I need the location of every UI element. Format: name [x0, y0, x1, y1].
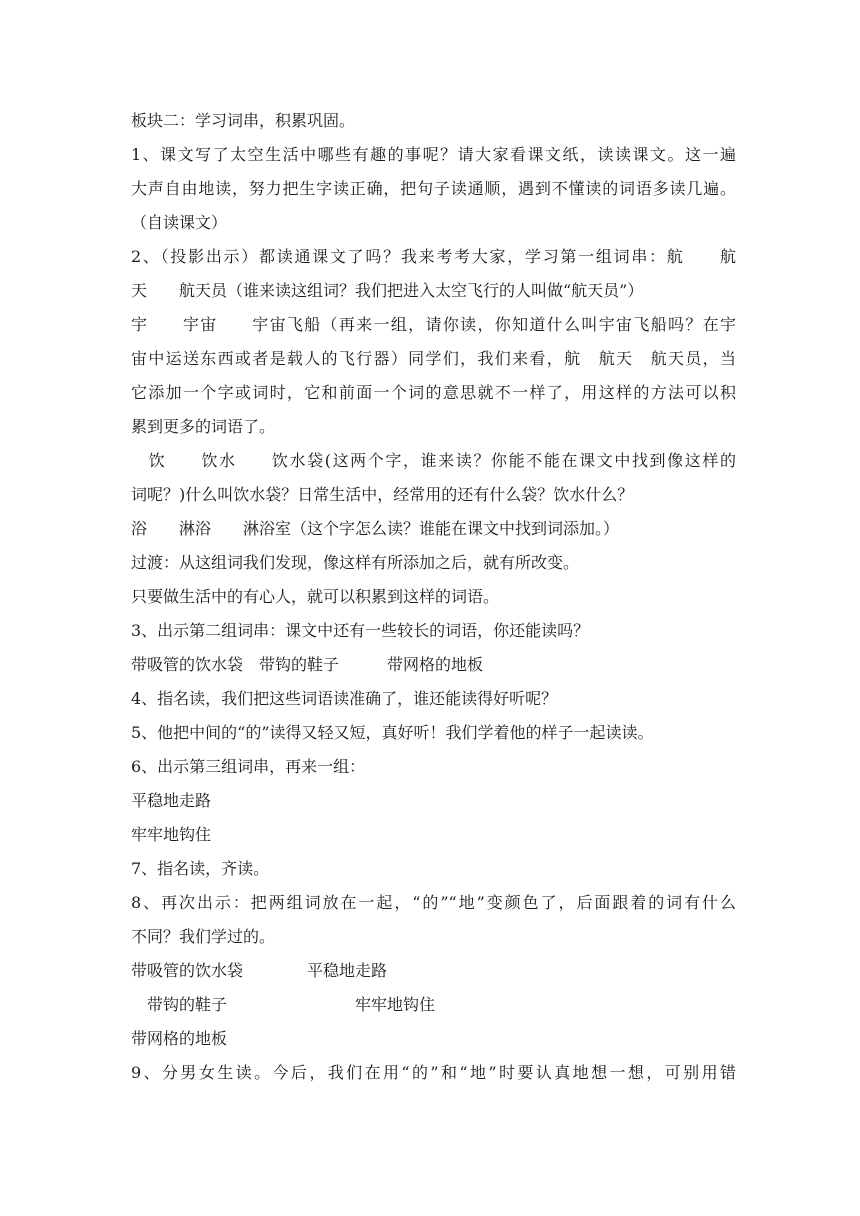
text-line: 6、出示第三组词串，再来一组：	[131, 757, 366, 776]
text-line: 宙中运送东西或者是载人的飞行器）同学们，我们来看，航 航天 航天员，当	[131, 349, 736, 368]
text-line: 1、课文写了太空生活中哪些有趣的事呢？请大家看课文纸，读读课文。这一遍	[131, 145, 736, 164]
text-line: 8、再次出示：把两组词放在一起，“的”“地”变颜色了，后面跟着的词有什么	[131, 893, 736, 912]
text-line: 板块二：学习词串，积累巩固。	[131, 111, 356, 130]
text-line: 带吸管的饮水袋 带钩的鞋子 带网格的地板	[131, 655, 484, 674]
text-line: 不同？我们学过的。	[131, 927, 276, 946]
text-line: 7、指名读，齐读。	[131, 859, 270, 878]
text-line: 平稳地走路	[131, 791, 212, 810]
text-line: 2、（投影出示）都读通课文了吗？我来考考大家，学习第一组词串：航 航	[131, 247, 736, 266]
text-line: 过渡：从这组词我们发现，像这样有所添加之后，就有所改变。	[131, 553, 580, 572]
text-line: 饮 饮水 饮水袋(这两个字，谁来读？你能不能在课文中找到像这样的	[131, 451, 736, 470]
document-body	[131, 104, 736, 1090]
text-line: 带钩的鞋子 牢牢地钩住	[131, 995, 436, 1014]
text-line: 带吸管的饮水袋 平稳地走路	[131, 961, 388, 980]
text-line: 5、他把中间的“的”读得又轻又短，真好听！我们学着他的样子一起读读。	[131, 723, 654, 742]
text-line: （自读课文）	[131, 213, 228, 232]
text-line: 浴 淋浴 淋浴室（这个字怎么读？谁能在课文中找到词添加。）	[131, 519, 620, 538]
text-line: 宇 宇宙 宇宙飞船（再来一组，请你读，你知道什么叫宇宙飞船吗？在宇	[131, 315, 736, 334]
text-line: 累到更多的词语了。	[131, 417, 276, 436]
text-line: 它添加一个字或词时，它和前面一个词的意思就不一样了，用这样的方法可以积	[131, 383, 736, 402]
text-line: 大声自由地读，努力把生字读正确，把句子读通顺，遇到不懂读的词语多读几遍。	[131, 179, 736, 198]
text-line: 4、指名读，我们把这些词语读准确了，谁还能读得好听呢？	[131, 689, 558, 708]
text-line: 词呢？)什么叫饮水袋？日常生活中，经常用的还有什么袋？饮水什么？	[131, 485, 634, 504]
text-line: 9、分男女生读。今后，我们在用“的”和“地”时要认真地想一想，可别用错	[131, 1063, 736, 1082]
text-line: 天 航天员（谁来读这组词？我们把进入太空飞行的人叫做“航天员”）	[131, 281, 644, 300]
text-line: 只要做生活中的有心人，就可以积累到这样的词语。	[131, 587, 500, 606]
text-line: 带网格的地板	[131, 1029, 228, 1048]
text-line: 牢牢地钩住	[131, 825, 212, 844]
text-line: 3、出示第二组词串：课文中还有一些较长的词语，你还能读吗？	[131, 621, 590, 640]
